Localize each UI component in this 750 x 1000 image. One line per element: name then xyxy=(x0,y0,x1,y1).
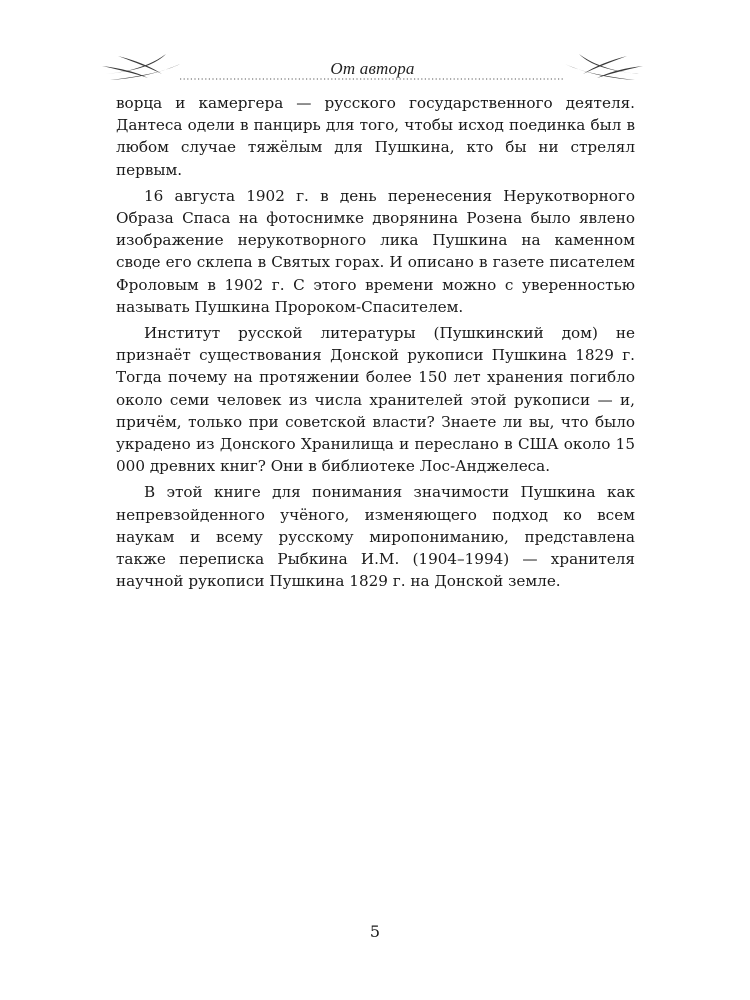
paragraph-3: Институт русской литературы (Пушкинский дом) не признаёт существования Донской рукописи Пушкина 1829 г. Тогда почему на протяжении более 150 лет хранения погибло около семи человек из числа хранителей этой рукописи — и, причём, только при советской власти? Знаете ли вы, что было украдено из Донского Хранилища и переслано в США около 15 000 древних книг? Они в библиотеке Лос-Анджелеса. xyxy=(116,324,635,476)
paragraph-4: В этой книге для понимания значимости Пушкина как непревзойденного учёного, изменяющего подход ко всем наукам и всему русскому миропониманию, представлена также переписка Рыбкина И.М. (1904–1994) — хранителя научной рукописи Пушкина 1829 г. на Донской земле. xyxy=(116,483,635,591)
paragraph-2: 16 августа 1902 г. в день перенесения Нерукотворного Образа Спаса на фотоснимке дворянина Розена было явлено изображение нерукотворного лика Пушкина на каменном своде его склепа в Святых горах. И описано в газете писателем Фроловым в 1902 г. С этого времени можно с уверенностью называть Пушкина Пророком-Спасителем. xyxy=(116,186,635,316)
page-number: 5 xyxy=(369,922,381,941)
body-text xyxy=(116,92,635,596)
running-header xyxy=(100,38,645,88)
header-title: От автора xyxy=(330,59,415,78)
paragraph-1: ворца и камергера — русского государственного деятеля. Дантеса одели в панцирь для того, чтобы исход поединка был в любом случае тяжёлым для Пушкина, кто бы ни стрелял первым. xyxy=(116,94,635,179)
